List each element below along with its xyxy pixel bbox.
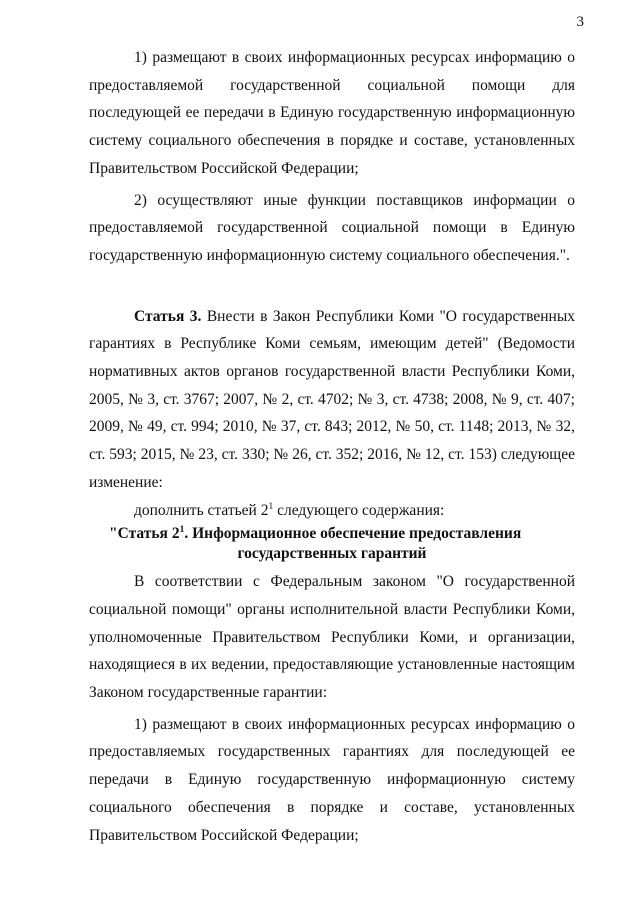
paragraph-top-1: 1) размещают в своих информационных ресурсах информацию о предоставляемой государственной социальной помощи для последующей ее передачи в Единую государственную информационную систему социального обеспечения в порядке и составе, установленных Правительством Российской Федерации;	[89, 49, 575, 177]
document-body	[89, 44, 575, 849]
article-3-label: Статья 3.	[134, 307, 202, 325]
spacer	[89, 270, 575, 303]
supplement-line	[89, 497, 575, 525]
paragraph-bottom-1: В соответствии с Федеральным законом "О государственной социальной помощи" органы исполнительной власти Республики Коми, уполномоченные Правительством Республики Коми, и организации, находящиеся в их ведении, предоставляющие установленные настоящим Законом государственные гарантии:	[89, 573, 575, 702]
page-number: 3	[576, 14, 584, 30]
article-3-text: Внести в Закон Республики Коми "О государственных гарантиях в Республике Коми семьям, имеющим детей" (Ведомости нормативных актов органов государственной власти Республики Коми, 2005, № 3, ст. 3767; 2007, № 2, ст. 4702; № 3, ст. 4738; 2008, № 9, ст. 407; 2009, № 49, ст. 994; 2010, № 37, ст. 843; 2012, № 50, ст. 1148; 2013, № 32, ст. 593; 2015, № 23, ст. 330; № 26, ст. 352; 2016, № 12, ст. 153) следующее изменение:	[89, 307, 576, 491]
new-article-sup: 1	[179, 525, 185, 536]
article-3-paragraph	[89, 303, 575, 497]
paragraph-bottom-2: 1) размещают в своих информационных ресурсах информацию о предоставляемых государственных гарантиях для последующей ее передачи в Единую государственную информационную систему социального обеспечения в порядке и составе, установленных Правительством Российской Федерации;	[89, 715, 575, 844]
new-article-label: "Статья 2	[109, 525, 180, 543]
new-article-heading	[89, 524, 575, 564]
new-article-title-1: . Информационное обеспечение предоставления	[184, 525, 522, 543]
new-article-title-2: государственных гарантий	[237, 545, 427, 563]
supplement-suffix: следующего содержания:	[273, 501, 445, 519]
paragraph-top-2: 2) осуществляют иные функции поставщиков информации о предоставляемой государственной социальной помощи в Единую государственную информационную систему социального обеспечения.".	[89, 191, 575, 264]
supplement-sup: 1	[268, 501, 274, 512]
supplement-prefix: дополнить статьей 2	[134, 501, 269, 519]
new-article-heading-line1	[89, 524, 575, 544]
